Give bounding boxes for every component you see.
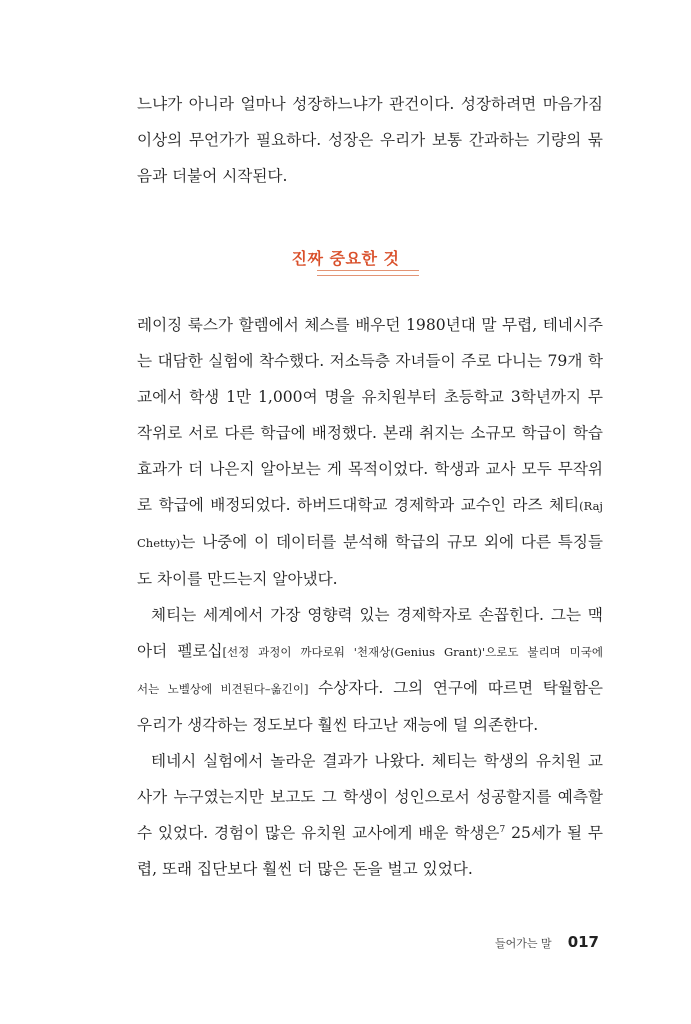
name-annotation: Chetty) [137,536,181,550]
translator-note: [선정 과정이 까다로워 '천재상(Genius Grant)'으로도 불리며 미국에 [222,645,603,659]
page-number: 017 [567,933,599,951]
text-line [137,670,603,707]
text-line [137,815,603,851]
text-line: 레이징 룩스가 할렘에서 체스를 배우던 1980년대 말 무렵, 테네시주 [137,316,603,334]
text-line: 는 대담한 실험에 착수했다. 저소득층 자녀들이 주로 다니는 79개 학 [137,352,603,370]
running-title: 들어가는 말 [495,937,552,950]
footnote-marker: 7 [499,824,506,835]
name-annotation: (Raj [579,499,603,513]
text-run: 로 학급에 배정되었다. 하버드대학교 경제학과 교수인 라즈 체티 [137,496,580,514]
body-text [137,307,603,887]
text-run: 25세가 될 무 [505,824,603,842]
text-line: 작위로 서로 다른 학급에 배정했다. 본래 취지는 소규모 학급이 학습 [137,424,603,442]
text-line [137,487,603,524]
text-line: 느냐가 아니라 얼마나 성장하느냐가 관건이다. 성장하려면 마음가짐 [137,95,603,113]
text-run: 는 나중에 이 데이터를 분석해 학급의 규모 외에 다른 특징들 [180,533,603,551]
text-line [137,524,603,561]
heading-underline [317,270,419,276]
text-line: 우리가 생각하는 정도보다 훨씬 타고난 재능에 덜 의존한다. [137,716,539,734]
text-line: 렵, 또래 집단보다 훨씬 더 많은 돈을 벌고 있었다. [137,860,473,878]
text-line: 효과가 더 나은지 알아보는 게 목적이었다. 학생과 교사 모두 무작위 [137,460,603,478]
text-run: 수 있었다. 경험이 많은 유치원 교사에게 배운 학생은 [137,824,500,842]
text-line: 사가 누구였는지만 보고도 그 학생이 성인으로서 성공할지를 예측할 [137,788,603,806]
text-line: 음과 더불어 시작된다. [137,167,288,185]
text-line: 교에서 학생 1만 1,000여 명을 유치원부터 초등학교 3학년까지 무 [137,388,603,406]
section-heading-text: 진짜 중요한 것 [291,249,400,268]
translator-note: 서는 노벨상에 비견된다–옮긴이] [137,682,309,696]
section-heading [0,246,691,269]
text-line [137,633,603,670]
top-paragraph [137,86,603,194]
text-line: 테네시 실험에서 놀라운 결과가 나왔다. 체티는 학생의 유치원 교 [151,752,603,770]
text-run: 수상자다. 그의 연구에 따르면 탁월함은 [308,679,603,697]
text-line: 도 차이를 만드는지 알아냈다. [137,570,338,588]
page-footer [495,933,599,951]
text-run: 아더 펠로십 [137,642,223,660]
text-line: 이상의 무언가가 필요하다. 성장은 우리가 보통 간과하는 기량의 묶 [137,131,603,149]
text-line: 체티는 세계에서 가장 영향력 있는 경제학자로 손꼽힌다. 그는 맥 [151,606,603,624]
